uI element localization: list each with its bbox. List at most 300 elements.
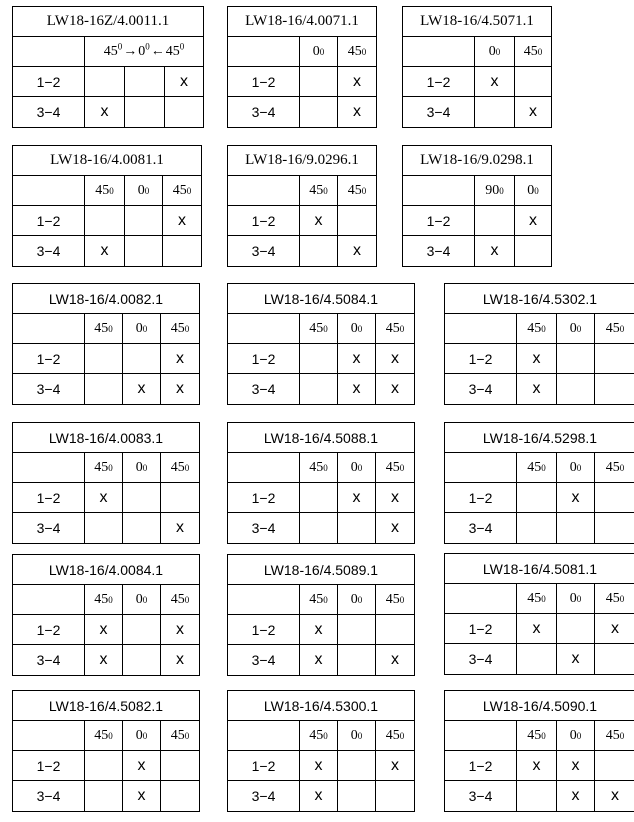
table-row [13, 615, 199, 645]
table-row [228, 67, 376, 97]
angle-value: 45 [94, 320, 109, 336]
switch-table [227, 6, 377, 128]
row-label: 1−2 [36, 350, 61, 367]
table-title: LW18-16/4.5084.1 [228, 284, 414, 314]
table-row [13, 97, 203, 127]
contact-pair-label [445, 344, 517, 373]
closed-mark: x [352, 380, 361, 397]
table-row [228, 344, 414, 374]
row-label: 3−4 [468, 788, 493, 804]
header-row [403, 37, 551, 67]
row-label: 3−4 [251, 520, 276, 536]
table-title: LW18-16/4.5088.1 [228, 423, 414, 453]
row-label: 3−4 [468, 381, 493, 397]
switch-table [227, 422, 415, 544]
closed-mark: x [611, 787, 619, 804]
contact-pair-label [445, 644, 517, 674]
table-row [445, 344, 634, 374]
header-angle-cell: 45 0 [605, 727, 625, 743]
contact-pair-label [228, 344, 300, 373]
switch-table [227, 145, 377, 267]
contact-mark-cell [557, 344, 595, 373]
header-corner-cell [445, 721, 517, 750]
contact-mark-cell [300, 97, 338, 127]
table-row [445, 751, 634, 781]
contact-mark-cell [595, 513, 634, 543]
contact-mark-cell [165, 67, 203, 96]
closed-mark: x [529, 103, 537, 120]
contact-mark-cell [517, 344, 557, 373]
switch-table [12, 422, 200, 544]
closed-mark: x [571, 787, 580, 804]
contact-mark-cell [517, 614, 557, 643]
table-row [13, 513, 199, 543]
header-corner-cell [13, 176, 85, 205]
row-label: 1−2 [251, 212, 276, 229]
table-row [403, 97, 551, 127]
header-row [445, 453, 634, 483]
angle-value: 0 [350, 727, 358, 743]
row-label: 1−2 [251, 757, 276, 774]
angle-value: 0 [350, 591, 358, 607]
contact-mark-cell [338, 751, 376, 780]
closed-mark: x [314, 620, 323, 638]
angle-value: 45 [347, 182, 362, 198]
contact-mark-cell [515, 206, 551, 235]
row-label: 3−4 [36, 243, 61, 259]
contact-mark-cell [161, 513, 199, 543]
contact-mark-cell [85, 781, 123, 811]
header-corner-cell [403, 37, 475, 66]
contact-pair-label [228, 236, 300, 266]
closed-mark: x [391, 756, 399, 774]
contact-pair-label [403, 236, 475, 266]
contact-mark-cell [376, 751, 414, 780]
angle-value: 45 [385, 727, 400, 743]
closed-mark: x [176, 651, 184, 668]
table-row [13, 751, 199, 781]
row-label: 3−4 [468, 520, 493, 536]
closed-mark: x [391, 380, 399, 397]
angle-value: 45 [309, 459, 324, 475]
contact-mark-cell [376, 374, 414, 404]
closed-mark: x [137, 756, 146, 774]
closed-mark: x [100, 103, 109, 120]
contact-mark-cell [557, 644, 595, 674]
angle-value: 45 [94, 727, 109, 743]
table-row [403, 236, 551, 266]
contact-mark-cell [123, 483, 161, 512]
header-row [445, 584, 634, 614]
contact-pair-label [13, 206, 85, 235]
row-label: 1−2 [36, 489, 61, 506]
contact-mark-cell [517, 374, 557, 404]
header-corner-cell [445, 584, 517, 613]
contact-mark-cell [300, 751, 338, 780]
table-row [228, 206, 376, 236]
contact-mark-cell [85, 645, 123, 675]
header-angle-cell: 45 0 [85, 453, 123, 482]
contact-mark-cell [161, 781, 199, 811]
closed-mark: x [352, 349, 361, 367]
row-label: 1−2 [251, 489, 276, 506]
contact-pair-label [445, 374, 517, 404]
contact-mark-cell [161, 645, 199, 675]
contact-pair-label [445, 614, 517, 643]
contact-mark-cell [338, 236, 376, 266]
table-title: LW18-16/4.5081.1 [445, 554, 634, 584]
header-angle-cell: 45 0 [605, 320, 625, 336]
contact-mark-cell [338, 374, 376, 404]
contact-pair-label [403, 206, 475, 235]
contact-mark-cell [557, 781, 595, 811]
closed-mark: x [353, 242, 361, 259]
angle-value: 0 [137, 182, 145, 198]
header-row [403, 176, 551, 206]
contact-mark-cell [595, 751, 634, 780]
contact-mark-cell [338, 645, 376, 675]
table-row [228, 781, 414, 811]
table-row [13, 344, 199, 374]
angle-value: 0 [569, 590, 577, 606]
closed-mark: x [571, 650, 580, 667]
header-row [13, 721, 199, 751]
contact-pair-label [13, 236, 85, 266]
closed-mark: x [99, 620, 108, 638]
contact-pair-label [13, 483, 85, 512]
header-row [228, 721, 414, 751]
table-title: LW18-16/9.0298.1 [403, 146, 551, 176]
contact-mark-cell [123, 374, 161, 404]
header-angle-cell: 45 0 [170, 320, 190, 336]
table-title: LW18-16/4.0071.1 [228, 7, 376, 37]
angle-value: 45 [95, 182, 110, 198]
header-row [13, 37, 203, 67]
angle-value: 45 [605, 320, 620, 336]
switch-table [227, 690, 415, 812]
header-row [228, 585, 414, 615]
row-label: 3−4 [251, 243, 276, 259]
angle-value: 45 [94, 459, 109, 475]
row-label: 3−4 [36, 381, 61, 397]
arrow-right-icon: → [123, 43, 138, 59]
contact-mark-cell [85, 97, 125, 127]
contact-pair-label [228, 513, 300, 543]
contact-mark-cell [300, 781, 338, 811]
switch-table [444, 690, 634, 812]
contact-mark-cell [161, 344, 199, 373]
table-row [228, 236, 376, 266]
contact-mark-cell [300, 483, 338, 512]
header-angle-cell: 45 0 [517, 453, 557, 482]
header-corner-cell [13, 453, 85, 482]
header-angle-cell: 45 0 [385, 320, 405, 336]
table-row [228, 97, 376, 127]
contact-pair-label [403, 67, 475, 96]
contact-pair-label [228, 483, 300, 512]
contact-mark-cell [165, 97, 203, 127]
table-row [228, 645, 414, 675]
closed-mark: x [532, 619, 541, 637]
table-row [13, 67, 203, 97]
table-row [403, 67, 551, 97]
contact-mark-cell [517, 644, 557, 674]
row-label: 3−4 [36, 788, 61, 804]
table-title: LW18-16/4.0082.1 [13, 284, 199, 314]
header-angle-cell: 45 0 [523, 43, 543, 59]
row-label: 3−4 [36, 104, 61, 120]
header-angle-cell: 0 0 [123, 585, 161, 614]
contact-mark-cell [163, 236, 201, 266]
contact-mark-cell [123, 645, 161, 675]
table-row [13, 645, 199, 675]
closed-mark: x [99, 488, 108, 506]
header-corner-cell [13, 585, 85, 614]
header-angle-cell: 0 0 [557, 314, 595, 343]
contact-mark-cell [595, 483, 634, 512]
contact-mark-cell [376, 483, 414, 512]
closed-mark: x [353, 103, 361, 120]
contact-mark-cell [85, 751, 123, 780]
header-corner-cell [445, 314, 517, 343]
row-label: 1−2 [251, 621, 276, 638]
header-row [228, 453, 414, 483]
contact-mark-cell [125, 97, 165, 127]
contact-mark-cell [517, 751, 557, 780]
table-row [228, 374, 414, 404]
contact-pair-label [228, 781, 300, 811]
table-title: LW18-16/4.5298.1 [445, 423, 634, 453]
contact-mark-cell [338, 206, 376, 235]
row-label: 3−4 [251, 788, 276, 804]
contact-pair-label [13, 781, 85, 811]
contact-mark-cell [475, 206, 515, 235]
closed-mark: x [571, 756, 580, 774]
contact-mark-cell [300, 344, 338, 373]
header-angle-cell: 45 0 [605, 459, 625, 475]
contact-pair-label [13, 97, 85, 127]
table-row [403, 206, 551, 236]
header-angle-cell: 45 0 [605, 590, 625, 606]
contact-mark-cell [300, 645, 338, 675]
row-label: 1−2 [468, 489, 493, 506]
angle-value: 45 [170, 727, 185, 743]
contact-mark-cell [376, 781, 414, 811]
switch-table [12, 283, 200, 405]
row-label: 1−2 [468, 350, 493, 367]
table-title: LW18-16/9.0296.1 [228, 146, 376, 176]
header-angle-cell: 45 0 [300, 453, 338, 482]
angle-value: 45 [523, 43, 538, 59]
closed-mark: x [137, 380, 146, 397]
closed-mark: x [490, 242, 499, 259]
contact-mark-cell [85, 513, 123, 543]
header-row [445, 721, 634, 751]
angle-value: 0 [350, 320, 358, 336]
switch-table [12, 6, 204, 128]
header-angle-cell: 45 0 [170, 459, 190, 475]
header-angle-cell: 45 0 [347, 182, 367, 198]
contact-mark-cell [85, 374, 123, 404]
contact-pair-label [13, 513, 85, 543]
angle-value: $45^0$ [103, 40, 123, 59]
contact-mark-cell [557, 483, 595, 512]
contact-pair-label [445, 483, 517, 512]
contact-mark-cell [376, 645, 414, 675]
table-title: LW18-16/4.5082.1 [13, 691, 199, 721]
contact-mark-cell [475, 236, 515, 266]
angle-value: 0 [135, 459, 143, 475]
table-title: LW18-16/4.0083.1 [13, 423, 199, 453]
angle-value: 0 [135, 591, 143, 607]
header-corner-cell [228, 176, 300, 205]
contact-pair-label [13, 615, 85, 644]
contact-pair-label [228, 374, 300, 404]
contact-pair-label [13, 344, 85, 373]
closed-mark: x [353, 72, 361, 90]
header-corner-cell [13, 721, 85, 750]
header-angle-cell: 0 0 [125, 176, 163, 205]
table-row [445, 781, 634, 811]
contact-mark-cell [515, 97, 551, 127]
contact-mark-cell [300, 374, 338, 404]
row-label: 3−4 [36, 520, 61, 536]
angle-value: 0 [135, 320, 143, 336]
switch-table [12, 554, 200, 676]
switch-table [227, 554, 415, 676]
contact-mark-cell [161, 615, 199, 644]
switch-table [402, 6, 552, 128]
table-row [445, 644, 634, 674]
contact-mark-cell [595, 781, 634, 811]
contact-pair-label [445, 751, 517, 780]
angle-value: 0 [569, 727, 577, 743]
contact-mark-cell [300, 206, 338, 235]
angle-value: 90 [485, 182, 500, 198]
contact-mark-cell [517, 781, 557, 811]
row-label: 1−2 [36, 757, 61, 774]
contact-mark-cell [376, 344, 414, 373]
contact-mark-cell [85, 206, 125, 235]
contact-pair-label [228, 751, 300, 780]
contact-mark-cell [376, 615, 414, 644]
angle-value: 45 [347, 43, 362, 59]
contact-pair-label [228, 615, 300, 644]
header-angle-cell: 45 0 [300, 176, 338, 205]
closed-mark: x [532, 756, 541, 774]
contact-mark-cell [125, 236, 163, 266]
table-title: LW18-16/4.5090.1 [445, 691, 634, 721]
header-angle-cell: 0 0 [123, 721, 161, 750]
contact-mark-cell [338, 67, 376, 96]
header-angle-cell: 45 0 [517, 584, 557, 613]
header-corner-cell [228, 585, 300, 614]
header-corner-cell [228, 453, 300, 482]
header-cell [13, 37, 85, 66]
table-row [228, 615, 414, 645]
closed-mark: x [137, 787, 146, 804]
header-angle-cell: 45 0 [85, 314, 123, 343]
header-row [445, 314, 634, 344]
header-angle-cell: 45 0 [385, 459, 405, 475]
header-angle-cell: 0 0 [475, 37, 515, 66]
contact-pair-label [13, 645, 85, 675]
header-angle-cell: 0 0 [123, 314, 161, 343]
header-row [228, 314, 414, 344]
closed-mark: x [176, 620, 184, 638]
header-corner-cell [445, 453, 517, 482]
contact-mark-cell [338, 615, 376, 644]
contact-mark-cell [300, 67, 338, 96]
contact-pair-label [228, 97, 300, 127]
header-corner-cell [13, 314, 85, 343]
angle-value: $45^0$ [165, 40, 185, 59]
table-title: LW18-16Z/4.0011.1 [13, 7, 203, 37]
angle-value: 0 [569, 320, 577, 336]
angle-value: 45 [527, 459, 542, 475]
row-label: 3−4 [426, 104, 451, 120]
closed-mark: x [314, 651, 323, 668]
degree-superscript: 0 [179, 40, 185, 51]
header-row [13, 314, 199, 344]
header-angle-cell: 45 0 [170, 591, 190, 607]
table-title: LW18-16/4.5089.1 [228, 555, 414, 585]
contact-mark-cell [517, 513, 557, 543]
contact-pair-label [403, 97, 475, 127]
header-row [228, 37, 376, 67]
angle-value: 0 [135, 727, 143, 743]
row-label: 1−2 [426, 73, 451, 90]
switch-table [444, 283, 634, 405]
contact-mark-cell [557, 513, 595, 543]
angle-value: $0^0$ [138, 40, 150, 59]
contact-mark-cell [85, 344, 123, 373]
row-label: 3−4 [426, 243, 451, 259]
contact-mark-cell [376, 513, 414, 543]
closed-mark: x [176, 380, 184, 397]
contact-mark-cell [557, 614, 595, 643]
contact-pair-label [13, 67, 85, 96]
contact-pair-label [445, 781, 517, 811]
contact-mark-cell [85, 483, 123, 512]
header-angle-cell: 90 0 [475, 176, 515, 205]
switch-table [227, 283, 415, 405]
header-angle-cell: 45 0 [300, 585, 338, 614]
table-row [13, 781, 199, 811]
row-label: 1−2 [36, 621, 61, 638]
row-label: 3−4 [468, 651, 493, 667]
contact-pair-label [445, 513, 517, 543]
closed-mark: x [391, 519, 399, 536]
contact-pair-label [13, 374, 85, 404]
header-angle-cell: 45 0 [385, 591, 405, 607]
closed-mark: x [532, 349, 541, 367]
switch-table [444, 422, 634, 544]
row-label: 1−2 [426, 212, 451, 229]
contact-mark-cell [557, 374, 595, 404]
closed-mark: x [176, 349, 184, 367]
row-label: 1−2 [468, 620, 493, 637]
table-title: LW18-16/4.0084.1 [13, 555, 199, 585]
closed-mark: x [532, 380, 541, 397]
contact-mark-cell [85, 615, 123, 644]
row-label: 1−2 [251, 350, 276, 367]
closed-mark: x [571, 488, 580, 506]
closed-mark: x [99, 651, 108, 668]
header-angle-cell: 0 0 [557, 721, 595, 750]
closed-mark: x [314, 787, 323, 804]
header-angle-cell: 45 0 [85, 176, 125, 205]
